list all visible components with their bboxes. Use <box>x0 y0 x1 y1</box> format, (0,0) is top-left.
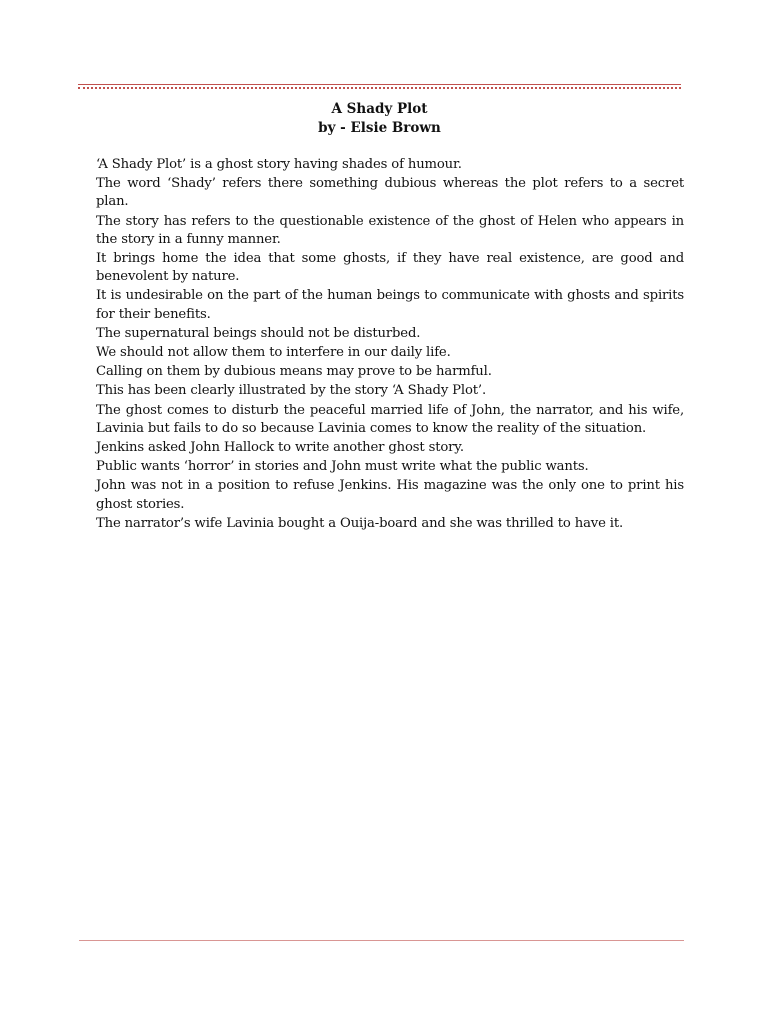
footer-rule <box>79 940 684 941</box>
header-rule-dotted-line <box>78 87 681 89</box>
paragraph: The supernatural beings should not be disturbed. <box>96 325 421 341</box>
paragraph: Jenkins asked John Hallock to write another ghost story. <box>96 440 464 456</box>
paragraph: ‘A Shady Plot’ is a ghost story having shades of humour. <box>96 157 462 172</box>
paragraph: The ghost comes to disturb the peaceful married life of John, the narrator, and his wife, Lavinia but fails to do so because Lavinia comes to know the reality of the situation. <box>96 402 684 436</box>
paragraph: The story has refers to the questionable existence of the ghost of Helen who appears in the story in a funny manner. <box>96 213 684 247</box>
document-title: A Shady Plot <box>331 101 428 117</box>
paragraph: The narrator’s wife Lavinia bought a Ouija-board and she was thrilled to have it. <box>96 515 624 531</box>
paragraph: John was not in a position to refuse Jenkins. His magazine was the only one to print his ghost stories. <box>96 478 684 512</box>
document-body <box>96 156 684 534</box>
document-byline: by - Elsie Brown <box>318 120 441 136</box>
paragraph: It brings home the idea that some ghosts, if they have real existence, are good and benevolent by nature. <box>96 251 684 285</box>
paragraph: The word ‘Shady’ refers there something dubious whereas the plot refers to a secret plan. <box>96 176 684 210</box>
paragraph: We should not allow them to interfere in our daily life. <box>96 345 451 361</box>
header-rule <box>78 84 681 90</box>
header-rule-line <box>78 84 681 85</box>
paragraph: Public wants ‘horror’ in stories and John must write what the public wants. <box>96 459 589 475</box>
paragraph: Calling on them by dubious means may prove to be harmful. <box>96 364 492 380</box>
paragraph: It is undesirable on the part of the human beings to communicate with ghosts and spirits for their benefits. <box>96 288 684 322</box>
paragraph: This has been clearly illustrated by the story ‘A Shady Plot’. <box>96 383 486 399</box>
title-block <box>78 100 681 138</box>
